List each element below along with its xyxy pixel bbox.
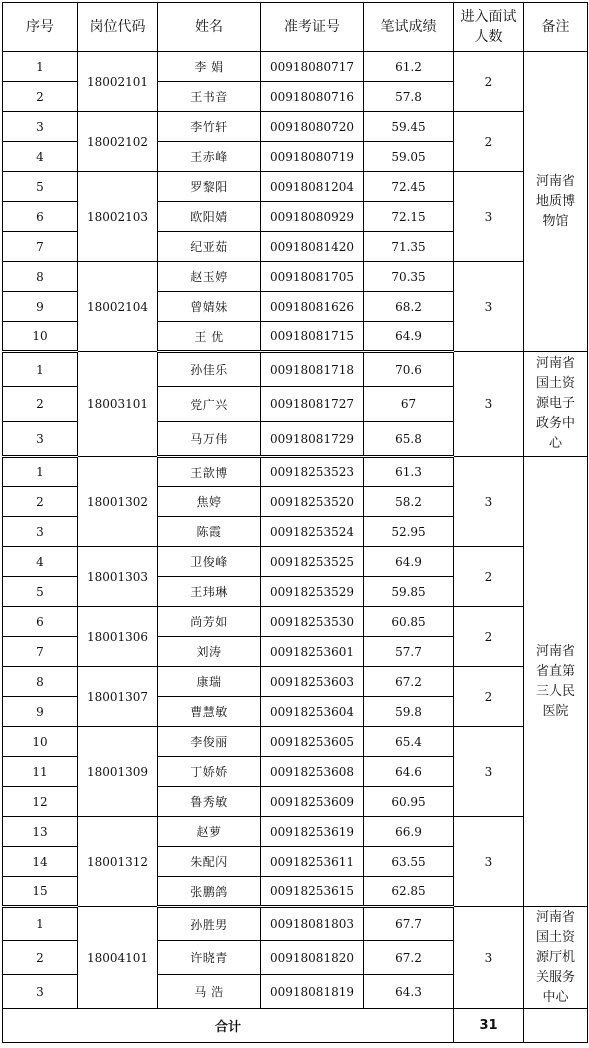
table-row bbox=[3, 457, 588, 487]
ticket-cell: 00918081729 bbox=[261, 422, 364, 457]
score-cell: 71.35 bbox=[364, 232, 454, 262]
score-cell: 59.45 bbox=[364, 112, 454, 142]
ticket-cell: 00918080717 bbox=[261, 52, 364, 82]
score-cell: 64.3 bbox=[364, 975, 454, 1009]
seq-cell: 5 bbox=[3, 577, 78, 607]
position-code-cell: 18001306 bbox=[78, 607, 158, 667]
seq-cell: 3 bbox=[3, 975, 78, 1009]
interview-count-cell: 2 bbox=[454, 607, 524, 667]
interview-count-cell: 2 bbox=[454, 667, 524, 727]
score-cell: 57.7 bbox=[364, 637, 454, 667]
col-header-name: 姓名 bbox=[158, 3, 261, 52]
position-code-cell: 18002103 bbox=[78, 172, 158, 262]
name-cell: 张鹏鸽 bbox=[158, 877, 261, 907]
name-cell: 鲁秀敏 bbox=[158, 787, 261, 817]
ticket-cell: 00918081819 bbox=[261, 975, 364, 1009]
score-cell: 64.9 bbox=[364, 322, 454, 352]
score-cell: 65.4 bbox=[364, 727, 454, 757]
seq-cell: 9 bbox=[3, 292, 78, 322]
position-code-cell: 18002101 bbox=[78, 52, 158, 112]
name-cell: 王 优 bbox=[158, 322, 261, 352]
score-cell: 64.9 bbox=[364, 547, 454, 577]
score-cell: 63.55 bbox=[364, 847, 454, 877]
ticket-cell: 00918081705 bbox=[261, 262, 364, 292]
ticket-cell: 00918253609 bbox=[261, 787, 364, 817]
table-row bbox=[3, 907, 588, 941]
name-cell: 许晓青 bbox=[158, 941, 261, 975]
name-cell: 尚芳如 bbox=[158, 607, 261, 637]
ticket-cell: 00918080720 bbox=[261, 112, 364, 142]
ticket-cell: 00918080716 bbox=[261, 82, 364, 112]
name-cell: 罗黎阳 bbox=[158, 172, 261, 202]
interview-count-cell: 3 bbox=[454, 352, 524, 457]
total-remark-cell bbox=[524, 1009, 588, 1043]
score-cell: 68.2 bbox=[364, 292, 454, 322]
score-cell: 67.2 bbox=[364, 667, 454, 697]
col-header-score: 笔试成绩 bbox=[364, 3, 454, 52]
score-cell: 70.6 bbox=[364, 352, 454, 387]
seq-cell: 8 bbox=[3, 667, 78, 697]
ticket-cell: 00918253615 bbox=[261, 877, 364, 907]
position-code-cell: 18001307 bbox=[78, 667, 158, 727]
remark-cell: 河南省国土资源电子政务中心 bbox=[524, 352, 588, 457]
seq-cell: 12 bbox=[3, 787, 78, 817]
seq-cell: 2 bbox=[3, 941, 78, 975]
col-header-ticket: 准考证号 bbox=[261, 3, 364, 52]
table-row bbox=[3, 52, 588, 82]
name-cell: 王歆博 bbox=[158, 457, 261, 487]
ticket-cell: 00918253604 bbox=[261, 697, 364, 727]
seq-cell: 1 bbox=[3, 52, 78, 82]
interview-count-cell: 3 bbox=[454, 817, 524, 907]
ticket-cell: 00918253608 bbox=[261, 757, 364, 787]
interview-count-cell: 3 bbox=[454, 172, 524, 262]
table-row bbox=[3, 607, 588, 637]
admission-results-table bbox=[2, 2, 588, 1043]
score-cell: 70.35 bbox=[364, 262, 454, 292]
ticket-cell: 00918253603 bbox=[261, 667, 364, 697]
name-cell: 赵萝 bbox=[158, 817, 261, 847]
ticket-cell: 00918081718 bbox=[261, 352, 364, 387]
seq-cell: 1 bbox=[3, 457, 78, 487]
name-cell: 孙胜男 bbox=[158, 907, 261, 941]
name-cell: 刘涛 bbox=[158, 637, 261, 667]
seq-cell: 7 bbox=[3, 232, 78, 262]
table-row bbox=[3, 112, 588, 142]
seq-cell: 3 bbox=[3, 422, 78, 457]
total-label: 合计 bbox=[3, 1009, 454, 1043]
position-code-cell: 18001303 bbox=[78, 547, 158, 607]
score-cell: 64.6 bbox=[364, 757, 454, 787]
total-value: 31 bbox=[454, 1009, 524, 1043]
ticket-cell: 00918253619 bbox=[261, 817, 364, 847]
ticket-cell: 00918253611 bbox=[261, 847, 364, 877]
interview-count-cell: 3 bbox=[454, 457, 524, 547]
position-code-cell: 18001309 bbox=[78, 727, 158, 817]
ticket-cell: 00918253520 bbox=[261, 487, 364, 517]
name-cell: 李竹轩 bbox=[158, 112, 261, 142]
name-cell: 王玮琳 bbox=[158, 577, 261, 607]
ticket-cell: 00918080719 bbox=[261, 142, 364, 172]
score-cell: 62.85 bbox=[364, 877, 454, 907]
col-header-remark: 备注 bbox=[524, 3, 588, 52]
seq-cell: 14 bbox=[3, 847, 78, 877]
name-cell: 丁娇娇 bbox=[158, 757, 261, 787]
table-row bbox=[3, 727, 588, 757]
seq-cell: 3 bbox=[3, 517, 78, 547]
score-cell: 67.2 bbox=[364, 941, 454, 975]
score-cell: 67.7 bbox=[364, 907, 454, 941]
ticket-cell: 00918253605 bbox=[261, 727, 364, 757]
interview-count-cell: 3 bbox=[454, 727, 524, 817]
name-cell: 康瑞 bbox=[158, 667, 261, 697]
remark-cell: 河南省省直第三人民医院 bbox=[524, 457, 588, 907]
table-row bbox=[3, 547, 588, 577]
name-cell: 李俊丽 bbox=[158, 727, 261, 757]
seq-cell: 4 bbox=[3, 547, 78, 577]
seq-cell: 2 bbox=[3, 387, 78, 422]
score-cell: 61.3 bbox=[364, 457, 454, 487]
seq-cell: 11 bbox=[3, 757, 78, 787]
table-row bbox=[3, 352, 588, 387]
ticket-cell: 00918081715 bbox=[261, 322, 364, 352]
name-cell: 卫俊峰 bbox=[158, 547, 261, 577]
score-cell: 58.2 bbox=[364, 487, 454, 517]
ticket-cell: 00918081803 bbox=[261, 907, 364, 941]
col-header-seq: 序号 bbox=[3, 3, 78, 52]
score-cell: 66.9 bbox=[364, 817, 454, 847]
seq-cell: 15 bbox=[3, 877, 78, 907]
score-cell: 60.95 bbox=[364, 787, 454, 817]
ticket-cell: 00918080929 bbox=[261, 202, 364, 232]
ticket-cell: 00918081204 bbox=[261, 172, 364, 202]
seq-cell: 13 bbox=[3, 817, 78, 847]
seq-cell: 7 bbox=[3, 637, 78, 667]
interview-count-cell: 2 bbox=[454, 52, 524, 112]
seq-cell: 10 bbox=[3, 727, 78, 757]
score-cell: 67 bbox=[364, 387, 454, 422]
seq-cell: 2 bbox=[3, 487, 78, 517]
score-cell: 72.15 bbox=[364, 202, 454, 232]
col-header-interview-count: 进入面试人数 bbox=[454, 3, 524, 52]
seq-cell: 5 bbox=[3, 172, 78, 202]
ticket-cell: 00918253523 bbox=[261, 457, 364, 487]
score-cell: 60.85 bbox=[364, 607, 454, 637]
remark-cell: 河南省国土资源厅机关服务中心 bbox=[524, 907, 588, 1009]
table-row bbox=[3, 262, 588, 292]
seq-cell: 10 bbox=[3, 322, 78, 352]
table-row bbox=[3, 817, 588, 847]
name-cell: 纪亚茹 bbox=[158, 232, 261, 262]
interview-count-cell: 3 bbox=[454, 262, 524, 352]
name-cell: 马 浩 bbox=[158, 975, 261, 1009]
ticket-cell: 00918253524 bbox=[261, 517, 364, 547]
score-cell: 59.85 bbox=[364, 577, 454, 607]
ticket-cell: 00918253529 bbox=[261, 577, 364, 607]
position-code-cell: 18004101 bbox=[78, 907, 158, 1009]
position-code-cell: 18003101 bbox=[78, 352, 158, 457]
position-code-cell: 18001312 bbox=[78, 817, 158, 907]
name-cell: 党广兴 bbox=[158, 387, 261, 422]
seq-cell: 1 bbox=[3, 352, 78, 387]
name-cell: 孙佳乐 bbox=[158, 352, 261, 387]
table-row bbox=[3, 172, 588, 202]
total-row bbox=[3, 1009, 588, 1043]
seq-cell: 2 bbox=[3, 82, 78, 112]
name-cell: 马万伟 bbox=[158, 422, 261, 457]
name-cell: 赵玉婷 bbox=[158, 262, 261, 292]
name-cell: 欧阳婧 bbox=[158, 202, 261, 232]
seq-cell: 9 bbox=[3, 697, 78, 727]
score-cell: 52.95 bbox=[364, 517, 454, 547]
name-cell: 曾婧妹 bbox=[158, 292, 261, 322]
ticket-cell: 00918253525 bbox=[261, 547, 364, 577]
seq-cell: 6 bbox=[3, 607, 78, 637]
ticket-cell: 00918081820 bbox=[261, 941, 364, 975]
name-cell: 朱配闪 bbox=[158, 847, 261, 877]
interview-count-cell: 2 bbox=[454, 112, 524, 172]
score-cell: 59.8 bbox=[364, 697, 454, 727]
position-code-cell: 18002102 bbox=[78, 112, 158, 172]
interview-count-cell: 2 bbox=[454, 547, 524, 607]
name-cell: 王赤峰 bbox=[158, 142, 261, 172]
score-cell: 59.05 bbox=[364, 142, 454, 172]
table-row bbox=[3, 667, 588, 697]
col-header-position-code: 岗位代码 bbox=[78, 3, 158, 52]
seq-cell: 8 bbox=[3, 262, 78, 292]
score-cell: 61.2 bbox=[364, 52, 454, 82]
ticket-cell: 00918081727 bbox=[261, 387, 364, 422]
ticket-cell: 00918253530 bbox=[261, 607, 364, 637]
ticket-cell: 00918253601 bbox=[261, 637, 364, 667]
position-code-cell: 18002104 bbox=[78, 262, 158, 352]
seq-cell: 1 bbox=[3, 907, 78, 941]
seq-cell: 3 bbox=[3, 112, 78, 142]
score-cell: 72.45 bbox=[364, 172, 454, 202]
ticket-cell: 00918081420 bbox=[261, 232, 364, 262]
remark-cell: 河南省地质博物馆 bbox=[524, 52, 588, 352]
score-cell: 57.8 bbox=[364, 82, 454, 112]
name-cell: 焦婷 bbox=[158, 487, 261, 517]
seq-cell: 6 bbox=[3, 202, 78, 232]
name-cell: 陈霞 bbox=[158, 517, 261, 547]
interview-count-cell: 3 bbox=[454, 907, 524, 1009]
header-row bbox=[3, 3, 588, 52]
ticket-cell: 00918081626 bbox=[261, 292, 364, 322]
name-cell: 李 娟 bbox=[158, 52, 261, 82]
seq-cell: 4 bbox=[3, 142, 78, 172]
score-cell: 65.8 bbox=[364, 422, 454, 457]
name-cell: 曹慧敏 bbox=[158, 697, 261, 727]
position-code-cell: 18001302 bbox=[78, 457, 158, 547]
name-cell: 王书音 bbox=[158, 82, 261, 112]
